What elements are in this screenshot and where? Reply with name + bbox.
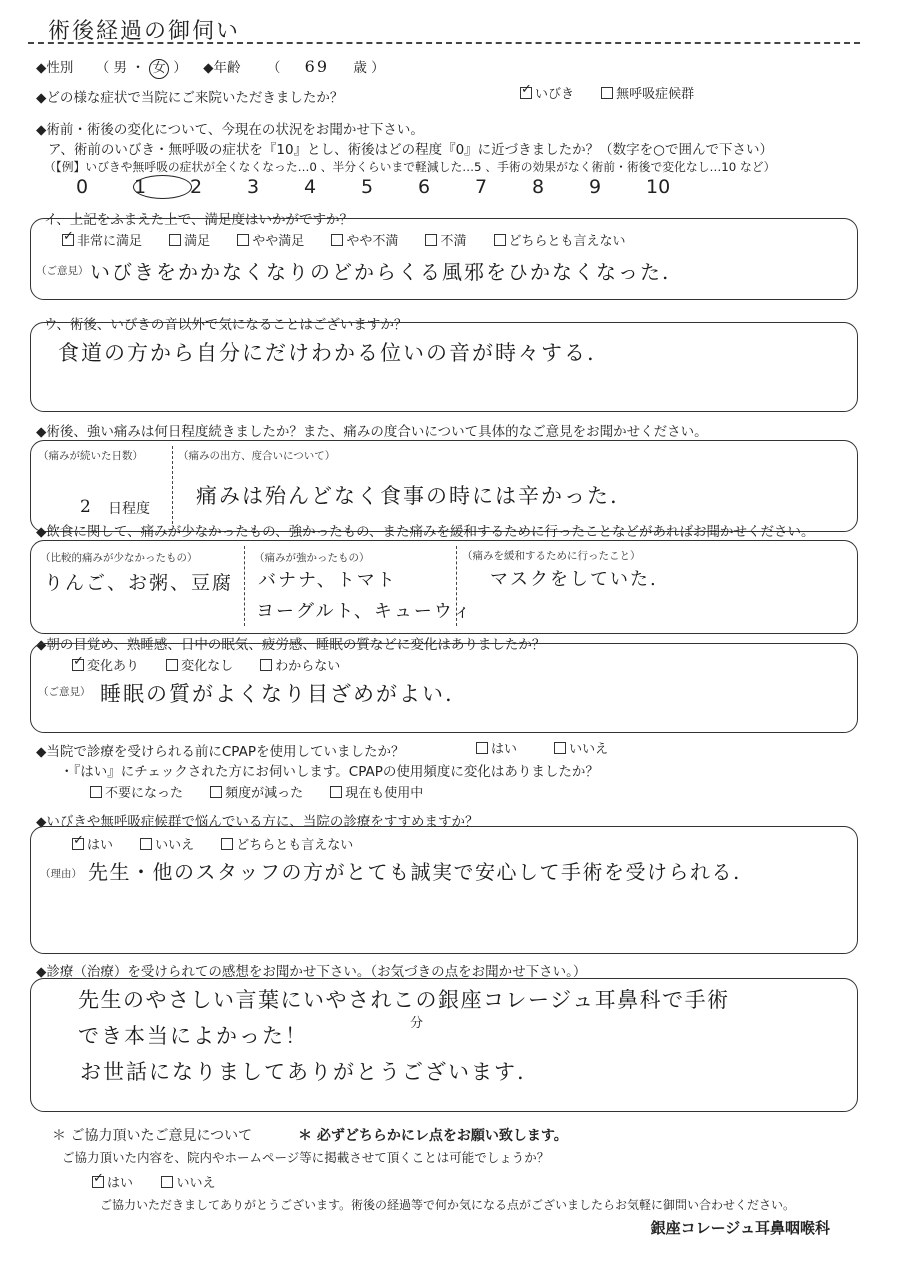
food-divider-1 bbox=[244, 546, 245, 626]
satisfaction-opinion[interactable]: いびきをかかなくなりのどからくる風邪をひかなくなった. bbox=[90, 260, 671, 284]
impression-line-3[interactable]: お世話になりましてありがとうございます. bbox=[80, 1060, 526, 1084]
option-cpap-no: いいえ bbox=[569, 742, 609, 757]
scale-3[interactable]: 3 bbox=[247, 176, 260, 198]
pain-divider bbox=[172, 446, 173, 524]
option-less-often: 頻度が減った bbox=[225, 786, 304, 801]
option-recommend-yes: はい bbox=[87, 838, 114, 853]
checkbox-cpap-yes[interactable] bbox=[476, 742, 488, 754]
scale-7[interactable]: 7 bbox=[475, 176, 488, 198]
checkbox-changed[interactable] bbox=[72, 659, 84, 671]
checkbox-not-needed[interactable] bbox=[90, 786, 102, 798]
food-strong-line-2[interactable]: ヨーグルト、キューウィ bbox=[256, 601, 473, 622]
satisfaction-opinion-label: （ご意見） bbox=[36, 265, 89, 277]
footer-heading-2: ＊ 必ずどちらかにレ点をお願い致します。 bbox=[298, 1128, 568, 1144]
publish-question: ご協力頂いた内容を、院内やホームページ等に掲載させて頂くことは可能でしょうか？ bbox=[62, 1150, 550, 1165]
sex-label: ◆性別 bbox=[36, 60, 74, 76]
age-label: ◆年齢 bbox=[203, 60, 241, 76]
recommend-question: ◆いびきや無呼吸症候群で悩んでいる方に、当院の診療をすすめますか？ bbox=[36, 814, 479, 830]
impression-insert[interactable]: 分 bbox=[410, 1016, 426, 1031]
recommend-reason-label: （理由） bbox=[40, 868, 82, 880]
cpap-sub-options bbox=[90, 782, 445, 801]
option-changed: 変化あり bbox=[87, 659, 140, 674]
pain-days-label: （痛みが続いた日数） bbox=[38, 450, 143, 462]
option-snoring: いびき bbox=[535, 87, 575, 102]
checkbox-unknown[interactable] bbox=[260, 659, 272, 671]
impression-line-2[interactable]: でき本当によかった！ bbox=[78, 1024, 308, 1048]
sleep-options bbox=[72, 655, 362, 674]
food-question: ◆飲食に関して、痛みが少なかったもの、強かったもの、また痛みを緩和するために行ったことなどがあればお聞かせください。 bbox=[36, 524, 815, 540]
food-strong-line-1[interactable]: バナナ、トマト bbox=[258, 570, 397, 591]
scale-4[interactable]: 4 bbox=[304, 176, 317, 198]
publish-options bbox=[92, 1172, 237, 1191]
option-apnea: 無呼吸症候群 bbox=[616, 87, 695, 102]
sleep-opinion-label: （ご意見） bbox=[38, 686, 91, 698]
cpap-question: ◆当院で診療を受けられる前にCPAPを使用していましたか？ bbox=[36, 744, 405, 760]
checkbox-less-often[interactable] bbox=[210, 786, 222, 798]
checkbox-snoring[interactable] bbox=[520, 87, 532, 99]
impression-line-1[interactable]: 先生のやさしい言葉にいやされこの銀座コレージュ耳鼻科で手術 bbox=[78, 988, 730, 1012]
pain-days-unit: 日程度 bbox=[108, 501, 150, 517]
option-recommend-undecided: どちらとも言えない bbox=[236, 838, 354, 853]
food-relief-label: （痛みを緩和するために行ったこと） bbox=[462, 550, 641, 562]
food-less[interactable]: りんご、お粥、豆腐 bbox=[44, 572, 234, 594]
food-less-label: （比較的痛みが少なかったもの） bbox=[40, 552, 198, 564]
impression-question: ◆診療（治療）を受けられての感想をお聞かせ下さい。（お気づきの点をお聞かせ下さい。） bbox=[36, 964, 587, 980]
option-publish-yes: はい bbox=[107, 1176, 134, 1191]
option-no-change: 変化なし bbox=[181, 659, 234, 674]
other-box bbox=[30, 322, 858, 412]
clinic-name: 銀座コレージュ耳鼻咽喉科 bbox=[650, 1219, 830, 1237]
age-unit: 歳 bbox=[353, 60, 367, 76]
checkbox-still-using[interactable] bbox=[330, 786, 342, 798]
footer-heading-1: ＊ ご協力頂いたご意見について bbox=[52, 1128, 253, 1144]
scale-6[interactable]: 6 bbox=[418, 176, 431, 198]
checkbox-publish-yes[interactable] bbox=[92, 1176, 104, 1188]
option-unknown: わからない bbox=[275, 659, 341, 674]
recommend-options bbox=[72, 834, 375, 853]
checkbox-somewhat-satisfied[interactable] bbox=[237, 234, 249, 246]
checkbox-dissatisfied[interactable] bbox=[425, 234, 437, 246]
satisfaction-question: イ、上記をふまえた上で、満足度はいかがですか？ bbox=[44, 212, 354, 228]
recommend-reason[interactable]: 先生・他のスタッフの方がとても誠実で安心して手術を受けられる. bbox=[88, 860, 741, 884]
checkbox-very-satisfied[interactable] bbox=[62, 234, 74, 246]
checkbox-recommend-no[interactable] bbox=[140, 838, 152, 850]
option-publish-no: いいえ bbox=[176, 1176, 216, 1191]
checkbox-cpap-no[interactable] bbox=[554, 742, 566, 754]
page-title: 術後経過の御伺い bbox=[48, 19, 241, 44]
age-value[interactable]: 69 bbox=[304, 57, 330, 76]
symptom-options bbox=[520, 83, 716, 102]
change-sub-a: ア、術前のいびき・無呼吸の症状を『10』とし、術後はどの程度『0』に近づきましたか？（数字を○で囲んで下さい） bbox=[48, 142, 773, 158]
checkbox-satisfied[interactable] bbox=[169, 234, 181, 246]
checkbox-publish-no[interactable] bbox=[161, 1176, 173, 1188]
pain-days-value[interactable]: 2 bbox=[80, 497, 93, 517]
pain-degree-label: （痛みの出方、度合いについて） bbox=[178, 450, 336, 462]
option-still-using: 現在も使用中 bbox=[345, 786, 424, 801]
sleep-opinion[interactable]: 睡眠の質がよくなり目ざめがよい. bbox=[100, 682, 454, 706]
scale-5[interactable]: 5 bbox=[361, 176, 374, 198]
symptom-question: ◆どの様な症状で当院にご来院いただきましたか？ bbox=[36, 90, 344, 106]
option-not-needed: 不要になった bbox=[105, 786, 184, 801]
scale-9[interactable]: 9 bbox=[589, 176, 602, 198]
option-cpap-yes: はい bbox=[491, 742, 518, 757]
checkbox-recommend-undecided[interactable] bbox=[221, 838, 233, 850]
option-undecided: どちらとも言えない bbox=[508, 234, 626, 249]
satisfaction-options bbox=[62, 230, 648, 249]
option-somewhat-satisfied: やや満足 bbox=[252, 234, 305, 249]
option-very-satisfied: 非常に満足 bbox=[77, 234, 143, 249]
other-question: ウ、術後、いびきの音以外で気になることはございますか？ bbox=[44, 317, 408, 333]
scale-0[interactable]: 0 bbox=[76, 176, 89, 198]
scale-10[interactable]: 10 bbox=[646, 176, 671, 198]
scale-row bbox=[76, 175, 703, 199]
checkbox-no-change[interactable] bbox=[166, 659, 178, 671]
scale-2[interactable]: 2 bbox=[190, 176, 203, 198]
other-answer[interactable]: 食道の方から自分にだけわかる位いの音が時々する. bbox=[58, 341, 596, 365]
option-recommend-no: いいえ bbox=[155, 838, 195, 853]
scale-8[interactable]: 8 bbox=[532, 176, 545, 198]
thanks-note: ご協力いただきましてありがとうございます。術後の経過等で何か気になる点がございましたらお気軽に御問い合わせください。 bbox=[100, 1198, 796, 1212]
option-dissatisfied: 不満 bbox=[440, 234, 467, 249]
option-satisfied: 満足 bbox=[184, 234, 211, 249]
checkbox-undecided[interactable] bbox=[494, 234, 506, 246]
sex-row: ◆性別 （ 男 ・ 女 ） ◆年齢 （ 69 歳 ） bbox=[36, 56, 385, 79]
pain-degree[interactable]: 痛みは殆んどなく食事の時には辛かった. bbox=[196, 484, 619, 508]
pain-question: ◆術後、強い痛みは何日程度続きましたか？また、痛みの度合いについて具体的なご意見をお聞かせください。 bbox=[36, 424, 708, 440]
checkbox-apnea[interactable] bbox=[601, 87, 613, 99]
sleep-question: ◆朝の目覚め、熟睡感、日中の眠気、疲労感、睡眠の質などに変化はありましたか？ bbox=[36, 637, 546, 653]
cpap-sub-question: ・『はい』にチェックされた方にお伺いします。CPAPの使用頻度に変化はありましたか？ bbox=[60, 764, 599, 780]
scale-1-circled[interactable]: 1 bbox=[133, 175, 190, 199]
female-option-circled[interactable]: 女 bbox=[149, 59, 169, 79]
food-relief[interactable]: マスクをしていた. bbox=[490, 569, 658, 590]
checkbox-recommend-yes[interactable] bbox=[72, 838, 84, 850]
male-option[interactable]: 男 bbox=[113, 60, 127, 76]
change-example: （【例】いびきや無呼吸の症状が全くなくなった…0 、半分くらいまで軽減した…5 、手術の効果がなく術前・術後で変化なし…10 など） bbox=[44, 160, 776, 174]
title-divider bbox=[28, 42, 860, 44]
option-somewhat-dissatisfied: やや不満 bbox=[346, 234, 399, 249]
checkbox-somewhat-dissatisfied[interactable] bbox=[331, 234, 343, 246]
change-question: ◆術前・術後の変化について、今現在の状況をお聞かせ下さい。 bbox=[36, 122, 424, 138]
cpap-options bbox=[476, 738, 630, 757]
food-strong-label: （痛みが強かったもの） bbox=[254, 552, 370, 564]
